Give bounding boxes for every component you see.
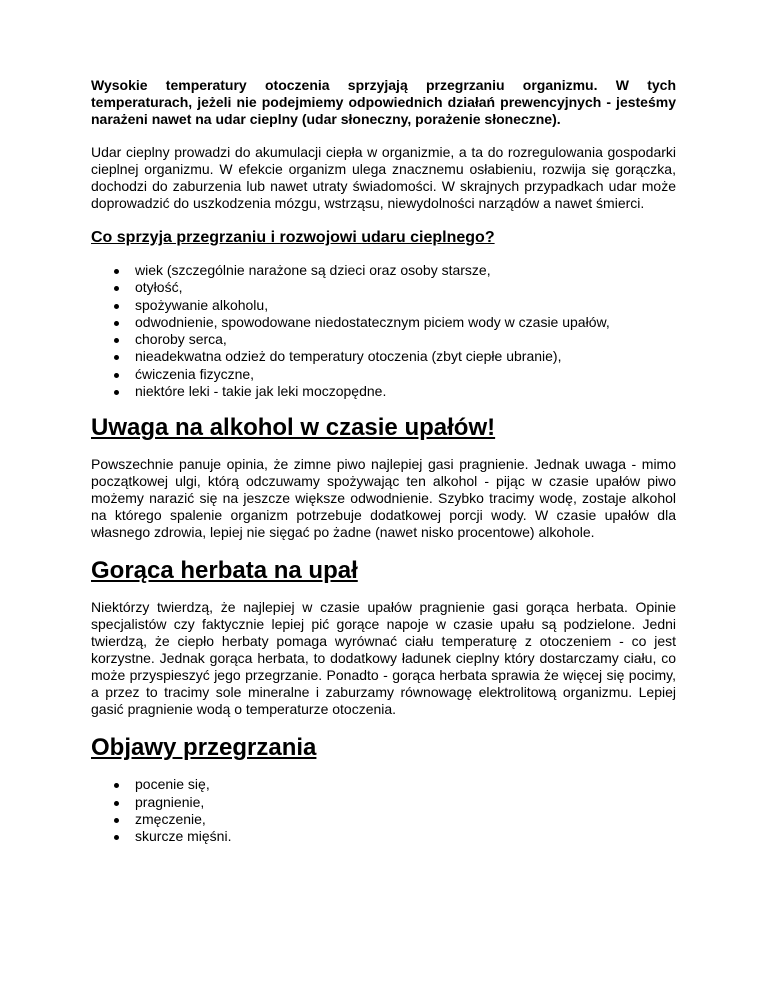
bullet-icon xyxy=(114,801,119,806)
bullet-icon xyxy=(114,818,119,823)
list-item-text: choroby serca, xyxy=(135,331,227,348)
risk-factors-heading: Co sprzyja przegrzaniu i rozwojowi udaru cieplnego? xyxy=(91,229,495,246)
list-item xyxy=(135,776,676,793)
bullet-icon xyxy=(114,269,119,274)
bullet-icon xyxy=(114,321,119,326)
symptoms-heading: Objawy przegrzania xyxy=(91,734,317,762)
intro-lead: Wysokie temperatury otoczenia sprzyjają przegrzaniu organizmu. W tych temperaturach, jeżeli nie podejmiemy odpowiednich działań prewencyjnych - jesteśmy narażeni nawet na udar cieplny (udar słoneczny, porażenie słoneczne). xyxy=(91,77,676,127)
list-item-text: pocenie się, xyxy=(135,776,210,793)
bullet-icon xyxy=(114,373,119,378)
list-item xyxy=(135,366,676,383)
risk-factors-list xyxy=(91,262,676,400)
tea-paragraph: Niektórzy twierdzą, że najlepiej w czasie upałów pragnienie gasi gorąca herbata. Opinie specjalistów czy faktycznie lepiej pić gorące napoje w czasie upału są podzielone. Jedni twierdzą, że ciepło herbaty pomaga wyrównać ciału temperaturę z otoczeniem - co jest korzystne. Jednak gorąca herbata, to dodatkowy ładunek cieplny który dostarczamy ciału, co może przyspieszyć jego przegrzanie. Ponadto - gorąca herbata sprawia że więcej się pocimy, a przez to tracimy sole mineralne i zaburzamy równowagę elektrolitową organizmu. Lepiej gasić pragnienie wodą o temperaturze otoczenia. xyxy=(91,599,676,718)
list-item-text: otyłość, xyxy=(135,279,183,296)
list-item-text: skurcze mięśni. xyxy=(135,828,232,845)
alcohol-paragraph: Powszechnie panuje opinia, że zimne piwo najlepiej gasi pragnienie. Jednak uwaga - mimo początkowej ulgi, którą odczuwamy spożywając ten alkohol - pijąc w czasie upałów piwo możemy narazić się na jeszcze większe odwodnienie. Szybko tracimy wodę, zostaje alkohol na którego spalenie organizm potrzebuje dodatkowej porcji wody. W czasie upałów dla własnego zdrowia, lepiej nie sięgać po żadne (nawet nisko procentowe) alkohole. xyxy=(91,456,676,541)
list-item xyxy=(135,279,676,296)
alcohol-heading: Uwaga na alkohol w czasie upałów! xyxy=(91,414,496,442)
list-item xyxy=(135,262,676,279)
intro-paragraph: Udar cieplny prowadzi do akumulacji ciepła w organizmie, a ta do rozregulowania gospodarki cieplnej organizmu. W efekcie organizm ulega znacznemu osłabieniu, rozwija się gorączka, dochodzi do zaburzenia lub nawet utraty świadomości. W skrajnych przypadkach udar może doprowadzić do uszkodzenia mózgu, wstrząsu, niewydolności narządów a nawet śmierci. xyxy=(91,144,676,211)
list-item xyxy=(135,383,676,400)
list-item-text: pragnienie, xyxy=(135,793,205,810)
list-item xyxy=(135,348,676,365)
bullet-icon xyxy=(114,355,119,360)
list-item xyxy=(135,794,676,811)
list-item-text: zmęczenie, xyxy=(135,810,206,827)
list-item-text: odwodnienie, spowodowane niedostatecznym piciem wody w czasie upałów, xyxy=(135,313,610,330)
list-item-text: spożywanie alkoholu, xyxy=(135,296,269,313)
symptoms-list xyxy=(91,776,676,845)
list-item-text: niektóre leki - takie jak leki moczopędne. xyxy=(135,383,387,400)
bullet-icon xyxy=(114,783,119,788)
bullet-icon xyxy=(114,338,119,343)
list-item-text: wiek (szczególnie narażone są dzieci oraz osoby starsze, xyxy=(135,262,491,278)
bullet-icon xyxy=(114,304,119,309)
list-item xyxy=(135,331,676,348)
bullet-icon xyxy=(114,390,119,395)
list-item xyxy=(135,828,676,845)
list-item xyxy=(135,297,676,314)
list-item xyxy=(135,811,676,828)
bullet-icon xyxy=(114,835,119,840)
list-item-text: ćwiczenia fizyczne, xyxy=(135,365,255,382)
list-item-text: nieadekwatna odzież do temperatury otoczenia (zbyt ciepłe ubranie), xyxy=(135,348,562,365)
list-item xyxy=(135,314,676,331)
bullet-icon xyxy=(114,286,119,291)
tea-heading: Gorąca herbata na upał xyxy=(91,557,358,585)
